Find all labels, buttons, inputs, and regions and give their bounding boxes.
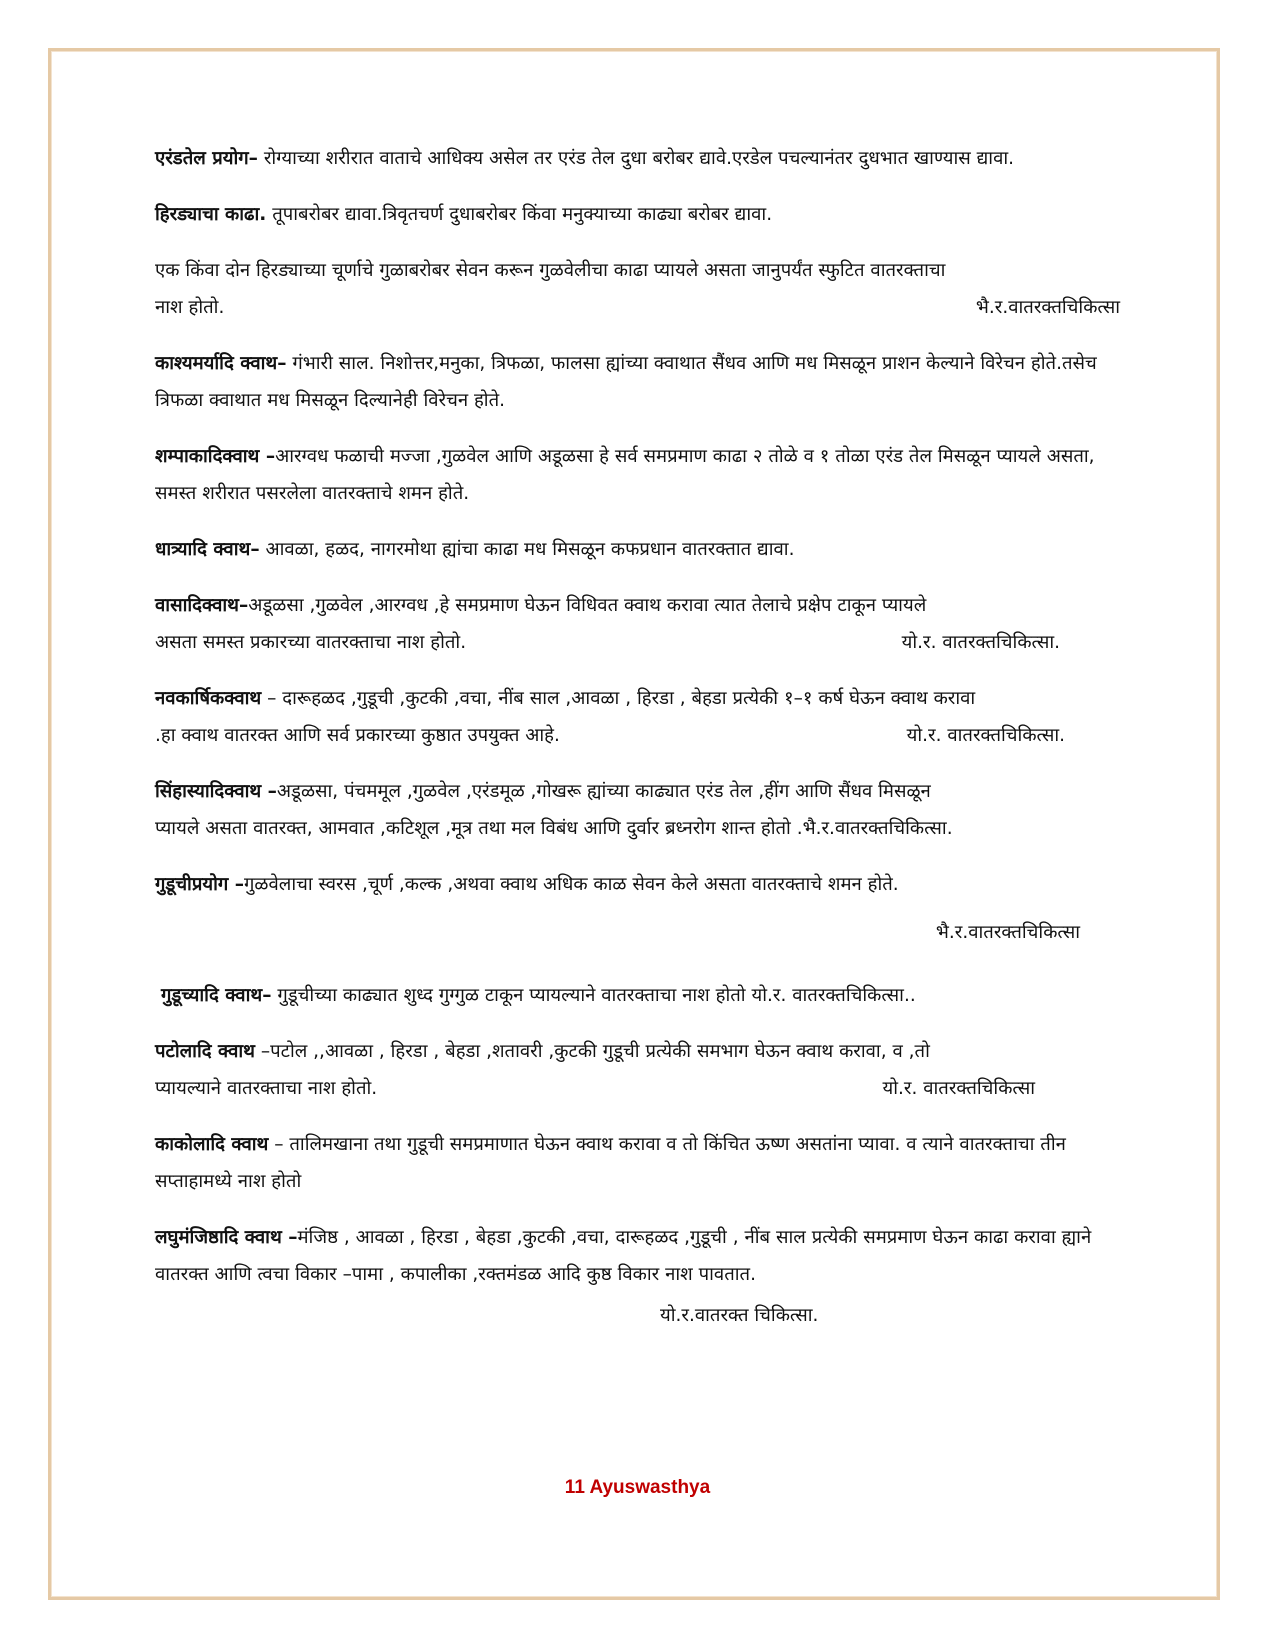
paragraph-text-line: –पटोल ,,आवळा , हिरडा , बेहडा ,शतावरी ,कुटकी गुडूची प्रत्येकी समभाग घेऊन क्वाथ करावा, व ,तो [255, 1041, 930, 1062]
source-reference: भै.र.वातरक्तचिकित्सा [975, 297, 1120, 318]
paragraph-erand-tel [155, 140, 1120, 177]
paragraph-text: गुळवेलाचा स्वरस ,चूर्ण ,कल्क ,अथवा क्वाथ अधिक काळ सेवन केले असता वातरक्ताचे शमन होते. [244, 874, 899, 895]
paragraph-text-line: एक किंवा दोन हिरड्याच्या चूर्णाचे गुळाबरोबर सेवन करून गुळवेलीचा काढा प्यायले असता जानुपर्यंत स्फुटित वातरक्ताचा [155, 260, 946, 281]
paragraph-text-line: अडूळसा, पंचममूल ,गुळवेल ,एरंडमूळ ,गोखरू ह्यांच्या काढ्यात एरंड तेल ,हींग आणि सैंधव मिसळून [276, 781, 931, 802]
paragraph-text: गंभारी साल. निशोत्तर,मनुका, त्रिफळा, फालसा ह्यांच्या क्वाथात सैंधव आणि मध मिसळून प्राशन केल्याने विरेचन होते.तसेच त्रिफळा क्वाथात मध मिसळून दिल्यानेही विरेचन होते. [155, 353, 1097, 411]
paragraph-heading: वासादिक्वाथ– [155, 595, 249, 616]
paragraph-text: आरग्वध फळाची मज्जा ,गुळवेल आणि अडूळसा हे सर्व समप्रमाण काढा २ तोळे व १ तोळा एरंड तेल मिसळून प्यायले असता, समस्त शरीरात पसरलेला वातरक्ताचे शमन होते. [155, 446, 1095, 504]
paragraph-navakarshik [155, 680, 1120, 754]
paragraph-heading: पटोलादि क्वाथ [155, 1041, 255, 1062]
paragraph-guduchyadi [155, 977, 1120, 1014]
paragraph-shampakadi [155, 438, 1120, 512]
paragraph-text: रोग्याच्या शरीरात वाताचे आधिक्य असेल तर एरंड तेल दुधा बरोबर द्यावे.एरडेल पचल्यानंतर दुधभात खाण्यास द्यावा. [257, 148, 1015, 169]
source-reference: यो.र.वातरक्त चिकित्सा. [660, 1305, 819, 1326]
paragraph-heading: धात्र्यादि क्वाथ– [155, 539, 260, 560]
paragraph-hirda-churna [155, 252, 1120, 326]
paragraph-laghumanjishthadi [155, 1219, 1120, 1293]
paragraph-vasadi [155, 587, 1120, 661]
paragraph-guduchi-prayog [155, 866, 1120, 903]
paragraph-heading: लघुमंजिष्ठादि क्वाथ – [155, 1227, 298, 1248]
paragraph-dhatryadi [155, 531, 1120, 568]
document-body [155, 140, 1120, 1334]
paragraph-text: मंजिष्ठ , आवळा , हिरडा , बेहडा ,कुटकी ,वचा, दारूहळद ,गुडूची , नींब साल प्रत्येकी समप्रमाण घेऊन काढा करावा ह्याने वातरक्त आणि त्वचा विकार –पामा , कपालीका ,रक्तमंडळ आदि कुष्ठ विकार नाश पावतात. [155, 1227, 1092, 1285]
paragraph-heading: गुडूचीप्रयोग – [155, 874, 245, 895]
paragraph-text-line: नाश होतो. [155, 297, 225, 318]
source-reference: भै.र.वातरक्तचिकित्सा. [802, 818, 953, 839]
paragraph-heading: काकोलादि क्वाथ [155, 1134, 269, 1155]
paragraph-text-line: अडूळसा ,गुळवेल ,आरग्वध ,हे समप्रमाण घेऊन विधिवत क्वाथ करावा त्यात तेलाचे प्रक्षेप टाकून प्यायले [248, 595, 927, 616]
paragraph-kashmaryadi [155, 345, 1120, 419]
paragraph-heading: एरंडतेल प्रयोग– [155, 148, 258, 169]
paragraph-simhasyadi [155, 773, 1120, 847]
paragraph-text: आवळा, हळद, नागरमोथा ह्यांचा काढा मध मिसळून कफप्रधान वातरक्तात द्यावा. [259, 539, 795, 560]
paragraph-text-line: प्यायले असता वातरक्त, आमवात ,कटिशूल ,मूत्र तथा मल विबंध आणि दुर्वार ब्रध्नरोग शान्त होतो . [155, 818, 803, 839]
paragraph-heading: हिरड्याचा काढा. [155, 204, 267, 225]
page-footer: 11 Ayuswasthya [564, 1477, 711, 1498]
source-reference: यो.र. वातरक्तचिकित्सा [882, 1078, 1035, 1099]
paragraph-text-line: प्यायल्याने वातरक्ताचा नाश होतो. [155, 1078, 378, 1099]
source-reference: यो.र. वातरक्तचिकित्सा. [906, 725, 1065, 746]
paragraph-text-line: – दारूहळद ,गुडूची ,कुटकी ,वचा, नींब साल ,आवळा , हिरडा , बेहडा प्रत्येकी १–१ कर्ष घेऊन क्वाथ करावा [261, 688, 976, 709]
paragraph-patoladi [155, 1033, 1120, 1107]
paragraph-hirda-kadha [155, 196, 1120, 233]
paragraph-text-line: असता समस्त प्रकारच्या वातरक्ताचा नाश होतो. [155, 632, 467, 653]
paragraph-text: गुडूचीच्या काढ्यात शुध्द गुग्गुळ टाकून प्यायल्याने वातरक्ताचा नाश होतो यो.र. वातरक्तचिकित्सा.. [271, 985, 916, 1006]
paragraph-text: – तालिमखाना तथा गुडूची समप्रमाणात घेऊन क्वाथ करावा व तो किंचित ऊष्ण असतांना प्यावा. व त्याने वातरक्ताचा तीन सप्ताहामध्ये नाश होतो [155, 1134, 1066, 1192]
paragraph-heading: सिंहास्यादिक्वाथ – [155, 781, 277, 802]
paragraph-kakoladi [155, 1126, 1120, 1200]
paragraph-text: तूपाबरोबर द्यावा.त्रिवृतचर्ण दुधाबरोबर किंवा मनुक्याच्या काढ्या बरोबर द्यावा. [266, 204, 773, 225]
paragraph-text-line: .हा क्वाथ वातरक्त आणि सर्व प्रकारच्या कुष्ठात उपयुक्त आहे. [155, 725, 560, 746]
paragraph-heading: काश्यमर्यादि क्वाथ– [155, 353, 287, 374]
paragraph-heading: शम्पाकादिक्वाथ – [155, 446, 276, 467]
paragraph-heading: गुडूच्यादि क्वाथ– [161, 985, 272, 1006]
source-reference: यो.र. वातरक्तचिकित्सा. [901, 632, 1060, 653]
paragraph-heading: नवकार्षिकक्वाथ [155, 688, 262, 709]
source-reference: भै.र.वातरक्तचिकित्सा [935, 922, 1080, 943]
